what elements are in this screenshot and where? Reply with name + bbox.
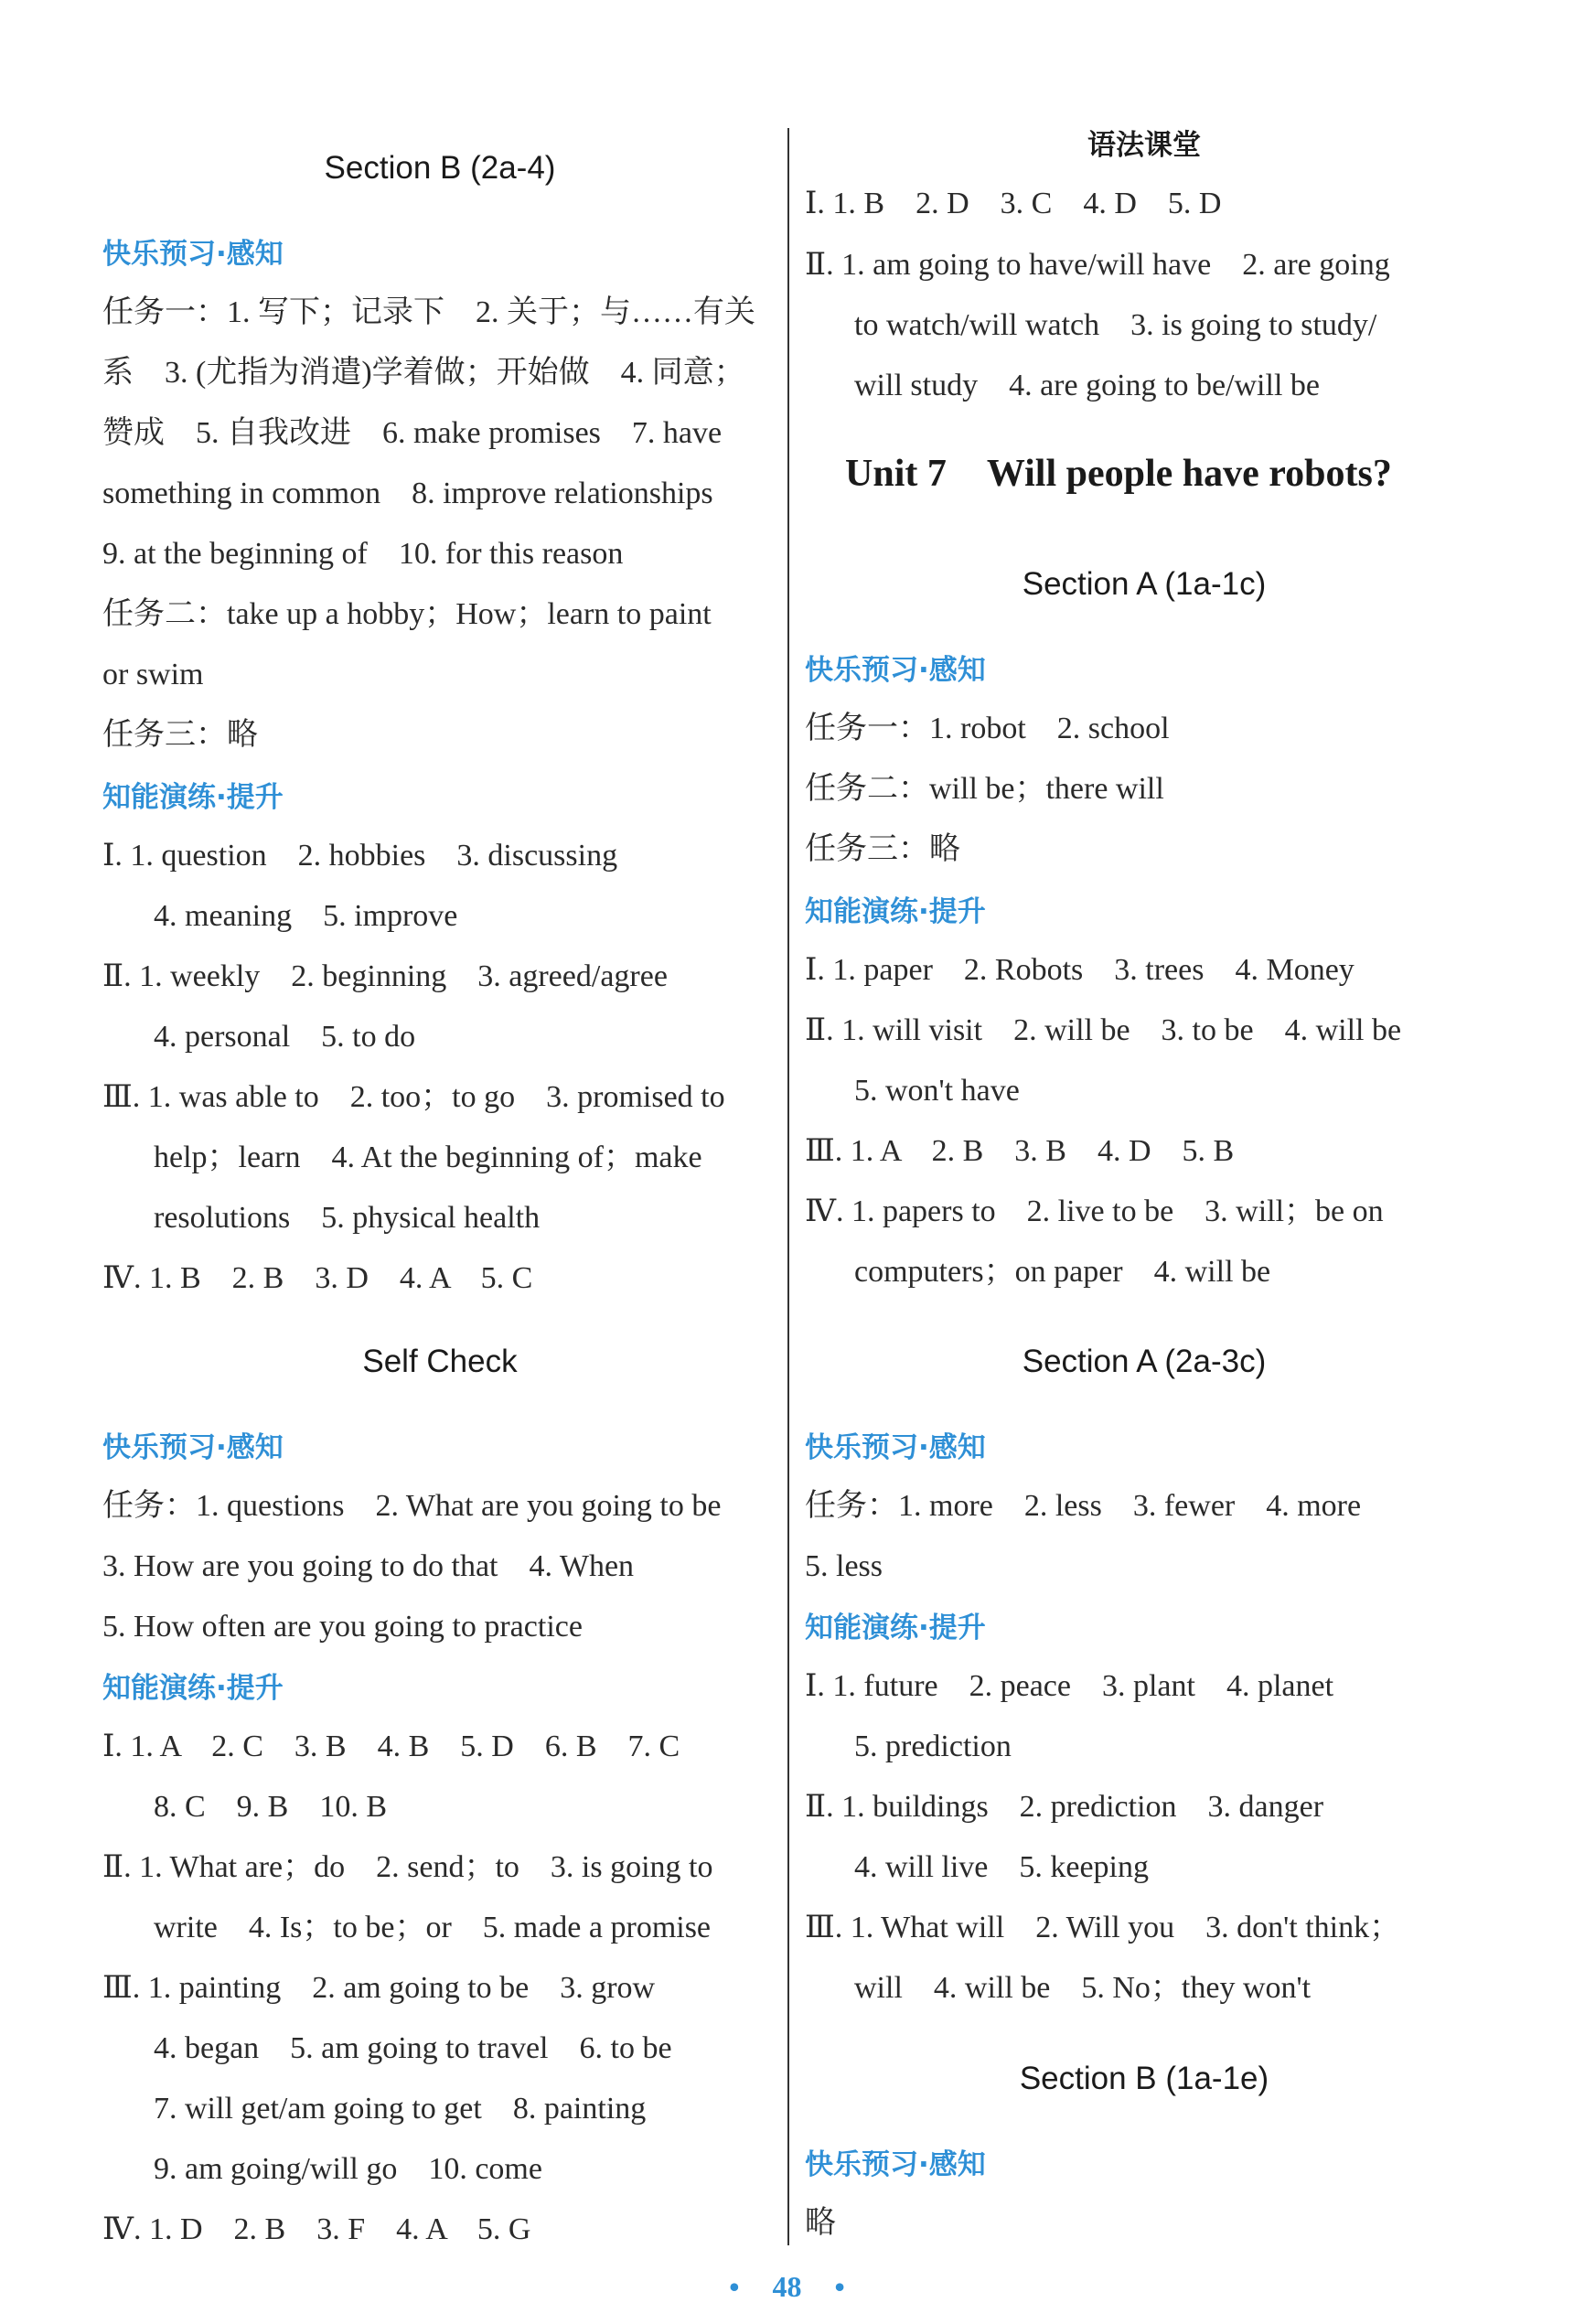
- text-line: Ⅲ. 1. was able to 2. too；to go 3. promised to: [102, 1080, 725, 1114]
- text-line: 任务：1. questions 2. What are you going to be: [102, 1489, 722, 1523]
- text-line: Ⅲ. 1. A 2. B 3. B 4. D 5. B: [805, 1134, 1235, 1168]
- practice-heading: 知能演练·提升: [805, 1612, 986, 1644]
- text-line: Ⅰ. 1. paper 2. Robots 3. trees 4. Money: [805, 953, 1354, 987]
- text-line: 4. began 5. am going to travel 6. to be: [154, 2031, 672, 2065]
- practice-heading: 知能演练·提升: [102, 781, 284, 814]
- text-line: will study 4. are going to be/will be: [854, 369, 1320, 402]
- text-line: 任务一：1. robot 2. school: [805, 712, 1170, 745]
- text-line: Ⅲ. 1. What will 2. Will you 3. don't think；: [805, 1911, 1401, 1944]
- preview-heading: 快乐预习·感知: [805, 1431, 986, 1464]
- section-title: Section A (1a-1c): [1022, 566, 1267, 602]
- text-line: Ⅱ. 1. am going to have/will have 2. are going: [805, 248, 1390, 282]
- text-line: write 4. Is；to be；or 5. made a promise: [154, 1911, 712, 1944]
- unit-name: Will people have robots?: [986, 453, 1392, 495]
- preview-heading: 快乐预习·感知: [805, 2148, 986, 2181]
- text-line: 7. will get/am going to get 8. painting: [154, 2092, 647, 2126]
- text-line: to watch/will watch 3. is going to study/: [854, 308, 1377, 342]
- text-line: Ⅳ. 1. D 2. B 3. F 4. A 5. G: [102, 2212, 531, 2246]
- text-line: 5. prediction: [854, 1730, 1012, 1763]
- text-line: Ⅰ. 1. B 2. D 3. C 4. D 5. D: [805, 187, 1222, 220]
- section-title: Section B (2a-4): [324, 150, 556, 186]
- text-line: 任务三：略: [102, 718, 258, 752]
- text-line: 3. How are you going to do that 4. When: [102, 1549, 635, 1583]
- text-line: 系 3. (尤指为消遣)学着做；开始做 4. 同意；: [102, 356, 745, 390]
- preview-heading: 快乐预习·感知: [102, 238, 284, 271]
- section-title: 语法课堂: [1087, 129, 1201, 162]
- text-line: or swim: [102, 658, 204, 691]
- text-line: will 4. will be 5. No；they won't: [854, 1971, 1312, 2005]
- unit-title: [845, 451, 1392, 497]
- text-line: Ⅱ. 1. weekly 2. beginning 3. agreed/agree: [102, 959, 668, 993]
- text-line: 任务二：will be；there will: [805, 772, 1164, 806]
- text-line: 5. won't have: [854, 1074, 1020, 1108]
- practice-heading: 知能演练·提升: [102, 1672, 284, 1705]
- text-line: 任务二：take up a hobby；How；learn to paint: [102, 597, 712, 631]
- preview-heading: 快乐预习·感知: [805, 654, 986, 687]
- text-line: 9. am going/will go 10. come: [154, 2152, 542, 2186]
- text-line: 4. meaning 5. improve: [154, 899, 458, 933]
- text-line: Ⅰ. 1. future 2. peace 3. plant 4. planet: [805, 1669, 1334, 1703]
- text-line: 任务：1. more 2. less 3. fewer 4. more: [805, 1489, 1362, 1523]
- section-title: Section A (2a-3c): [1022, 1344, 1267, 1379]
- text-line: something in common 8. improve relationships: [102, 477, 713, 510]
- column-divider: [787, 128, 789, 2245]
- text-line: 任务三：略: [805, 832, 960, 866]
- text-line: 任务一：1. 写下；记录下 2. 关于；与……有关: [102, 295, 755, 329]
- preview-heading: 快乐预习·感知: [102, 1431, 284, 1464]
- text-line: 8. C 9. B 10. B: [154, 1790, 388, 1824]
- text-line: Ⅱ. 1. will visit 2. will be 3. to be 4. will be: [805, 1013, 1402, 1047]
- practice-heading: 知能演练·提升: [805, 895, 986, 928]
- text-line: computers；on paper 4. will be: [854, 1255, 1271, 1289]
- section-title: Self Check: [362, 1344, 518, 1379]
- text-line: resolutions 5. physical health: [154, 1201, 541, 1235]
- text-line: 9. at the beginning of 10. for this reason: [102, 537, 624, 571]
- text-line: Ⅳ. 1. papers to 2. live to be 3. will；be on: [805, 1194, 1384, 1228]
- text-line: Ⅲ. 1. painting 2. am going to be 3. grow: [102, 1971, 656, 2005]
- section-title: Section B (1a-1e): [1019, 2061, 1269, 2096]
- unit-number: Unit 7: [845, 453, 947, 495]
- text-line: help；learn 4. At the beginning of；make: [154, 1141, 702, 1174]
- text-line: 5. How often are you going to practice: [102, 1610, 583, 1644]
- text-line: 4. personal 5. to do: [154, 1020, 416, 1054]
- text-line: Ⅳ. 1. B 2. B 3. D 4. A 5. C: [102, 1261, 533, 1295]
- text-line: Ⅰ. 1. A 2. C 3. B 4. B 5. D 6. B 7. C: [102, 1730, 680, 1763]
- text-line: Ⅰ. 1. question 2. hobbies 3. discussing: [102, 839, 618, 873]
- text-line: Ⅱ. 1. What are；do 2. send；to 3. is going to: [102, 1850, 713, 1884]
- page-number: • 48 •: [729, 2270, 845, 2303]
- text-line: Ⅱ. 1. buildings 2. prediction 3. danger: [805, 1790, 1324, 1824]
- text-line: 略: [805, 2206, 836, 2240]
- text-line: 5. less: [805, 1549, 883, 1583]
- text-line: 4. will live 5. keeping: [854, 1850, 1150, 1884]
- text-line: 赞成 5. 自我改进 6. make promises 7. have: [102, 416, 723, 450]
- page-number-value: 48: [772, 2270, 802, 2303]
